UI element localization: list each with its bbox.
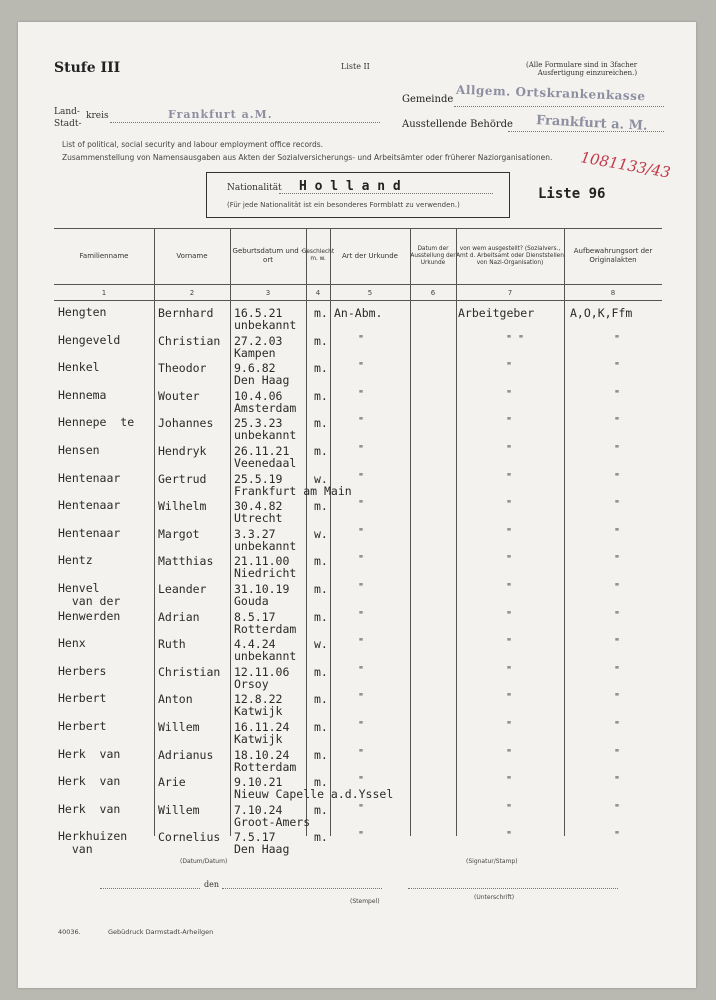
surname-cell: Henx [58, 636, 86, 651]
issuer-cell: " [506, 554, 513, 566]
date-line [222, 888, 382, 889]
nationalitaet-label: Nationalität [227, 183, 282, 193]
birth-date-cell: 4.4.24 [234, 637, 276, 652]
issuer-cell: " [506, 609, 513, 621]
nationalitaet-value: H o l l a n d [299, 179, 401, 194]
birth-date-cell: 25.3.23 [234, 416, 283, 431]
birth-place-cell: unbekannt [234, 538, 297, 553]
first-name-cell: Theodor [158, 361, 207, 376]
document-type-cell: " [358, 802, 365, 814]
signature-caption: (Signatur/Stamp) [466, 858, 518, 865]
birth-place-cell: Nieuw Capelle a.d.Yssel [234, 787, 394, 802]
birth-date-cell: 9.6.82 [234, 361, 276, 376]
first-name-cell: Arie [158, 775, 186, 790]
surname-cell: Hentenaar [58, 470, 121, 485]
issuer-cell: " [506, 444, 513, 455]
storage-location-cell: " [614, 361, 621, 373]
stufe-label: Stufe III [54, 60, 121, 76]
col-number-6: 6 [430, 289, 436, 297]
table-header-divider [54, 284, 662, 285]
document-type-cell: " [358, 664, 365, 676]
storage-location-cell: " [614, 444, 621, 455]
gemeinde-label: Gemeinde [402, 94, 454, 105]
nationalitaet-note: (Für jede Nationalität ist ein besonderes Formblatt zu verwenden.) [227, 201, 460, 209]
birth-place-cell: Rotterdam [234, 621, 297, 636]
header-familienname: Familienname [79, 251, 129, 260]
first-name-cell: Leander [158, 582, 207, 596]
first-name-cell: Willem [158, 720, 200, 734]
unterschrift-caption: (Unterschrift) [474, 894, 515, 901]
surname-cell: Herbers [58, 663, 107, 678]
document-type-cell: " [358, 388, 365, 400]
form-sheet [18, 22, 696, 988]
birth-date-cell: 7.5.17 [234, 830, 276, 845]
first-name-cell: Gertrud [158, 471, 207, 486]
issuer-cell: " [506, 747, 513, 759]
first-name-cell: Anton [158, 692, 193, 707]
birth-place-cell: Veenedaal [234, 456, 297, 470]
storage-location-cell: " [614, 333, 621, 345]
surname-cell: Herk van [58, 746, 121, 761]
surname-cell: Hennema [58, 387, 107, 402]
document-type-cell: " [358, 361, 365, 373]
storage-location-cell: " [614, 416, 621, 428]
issuer-cell: " [506, 471, 513, 483]
first-name-cell: Ruth [158, 637, 186, 652]
date-caption: (Datum/Datum) [180, 858, 228, 865]
surname-cell: Herkhuizen van [58, 829, 128, 857]
col-number-7: 7 [507, 289, 513, 297]
liste-number: Liste 96 [538, 186, 606, 202]
printer-imprint: Gebüdruck Darmstadt-Arheilgen [108, 928, 214, 936]
gemeinde-underline [454, 106, 664, 107]
first-name-cell: Christian [158, 664, 221, 679]
surname-cell: Herbert [58, 691, 107, 706]
header-datum-ausstellung: Datum der Ausstellung der Urkunde [410, 245, 456, 266]
sex-cell: m. [314, 333, 328, 348]
document-type-cell: " [358, 416, 365, 428]
birth-date-cell: 31.10.19 [234, 582, 290, 596]
birth-date-cell: 8.5.17 [234, 609, 276, 624]
col-divider-7 [564, 228, 565, 836]
document-type-cell: " [358, 747, 365, 759]
sex-cell: m. [314, 499, 328, 514]
sex-cell: m. [314, 306, 328, 320]
intro-line2: Zusammenstellung von Namensausgaben aus Akten der Sozialversicherungs- und Arbeitsämter oder früherer Naziorganisationen. [62, 153, 553, 162]
col-number-5: 5 [367, 289, 373, 297]
birth-date-cell: 16.11.24 [234, 720, 290, 734]
first-name-cell: Willem [158, 802, 200, 817]
issuer-cell: " [506, 582, 513, 593]
birth-place-cell: unbekannt [234, 649, 297, 664]
document-type-cell: " [358, 830, 365, 842]
storage-location-cell: " [614, 747, 621, 759]
issuer-cell: " [506, 388, 513, 400]
col-number-2: 2 [189, 289, 195, 297]
first-name-cell: Bernhard [158, 306, 214, 320]
document-type-cell: " [358, 526, 365, 538]
birth-place-cell: Orsoy [234, 676, 269, 691]
stempel-caption: (Stempel) [350, 898, 380, 905]
submission-note-line1: (Alle Formulare sind in 3facher [526, 61, 638, 69]
first-name-cell: Cornelius [158, 830, 221, 845]
birth-place-cell: Den Haag [234, 373, 290, 388]
land-stadt-label [54, 106, 82, 130]
storage-location-cell: " [614, 637, 621, 649]
storage-location-cell: " [614, 664, 621, 676]
col-number-4: 4 [315, 289, 321, 297]
sex-cell: m. [314, 609, 328, 624]
behoerde-label: Ausstellende Behörde [402, 119, 513, 130]
issuer-cell: " [506, 416, 513, 428]
sex-cell: w. [314, 526, 328, 541]
storage-location-cell: " [614, 388, 621, 400]
birth-place-cell: Frankfurt am Main [234, 483, 352, 498]
sex-cell: m. [314, 416, 328, 431]
issuer-cell: " [506, 526, 513, 538]
birth-date-cell: 25.5.19 [234, 471, 283, 486]
birth-place-cell: Amsterdam [234, 400, 297, 415]
sex-cell: m. [314, 361, 328, 376]
surname-cell: Herk van [58, 801, 121, 816]
document-type-cell: " [358, 444, 365, 455]
surname-cell: Hennepe te [58, 415, 135, 430]
storage-location-cell: " [614, 471, 621, 483]
issuer-cell: " [506, 664, 513, 676]
sex-cell: m. [314, 388, 328, 403]
document-type-cell: " [358, 609, 365, 621]
surname-cell: Herbert [58, 719, 107, 733]
document-type-cell: " [358, 692, 365, 704]
handwritten-reference: 1081133/43 [579, 148, 672, 182]
birth-place-cell: Katwijk [234, 732, 283, 746]
document-type-cell: An-Abm. [334, 306, 383, 320]
place-line [100, 888, 200, 889]
col-divider-5 [410, 228, 411, 836]
storage-location-cell: A,O,K,Ffm [570, 306, 633, 320]
storage-location-cell: " [614, 554, 621, 566]
birth-place-cell: Den Haag [234, 842, 290, 857]
surname-cell: Hensen [58, 443, 100, 457]
birth-date-cell: 9.10.21 [234, 775, 283, 790]
surname-cell: Henkel [58, 360, 100, 375]
surname-cell: Herk van [58, 774, 121, 789]
behoerde-stamp: Frankfurt a. M. [535, 113, 648, 134]
document-type-cell: " [358, 471, 365, 483]
gemeinde-stamp: Allgem. Ortskrankenkasse [455, 82, 646, 104]
birth-place-cell: Kampen [234, 345, 276, 360]
birth-date-cell: 7.10.24 [234, 802, 283, 817]
sex-cell: m. [314, 720, 328, 734]
surname-cell: Hentenaar [58, 525, 121, 540]
issuer-cell: Arbeitgeber [458, 306, 535, 320]
table-number-divider [54, 300, 662, 301]
document-type-cell: " [358, 637, 365, 649]
issuer-cell: " [506, 720, 513, 731]
sex-cell: w. [314, 471, 328, 486]
sex-cell: w. [314, 637, 328, 652]
liste-heading: Liste II [341, 62, 370, 71]
stadt-label: Stadt- [54, 119, 82, 129]
first-name-cell: Matthias [158, 554, 214, 569]
submission-note-line2: Ausfertigung einzureichen.) [537, 69, 638, 77]
issuer-cell: " [506, 775, 513, 787]
sex-cell: m. [314, 775, 328, 790]
birth-place-cell: Niedricht [234, 566, 297, 581]
sex-cell: m. [314, 802, 328, 817]
submission-note [526, 61, 637, 77]
birth-date-cell: 12.11.06 [234, 664, 290, 679]
issuer-cell: " " [506, 333, 525, 345]
first-name-cell: Johannes [158, 416, 214, 431]
document-type-cell: " [358, 554, 365, 566]
issuer-cell: " [506, 499, 513, 511]
first-name-cell: Adrian [158, 609, 200, 624]
header-geschlecht: Geschlecht m. w. [301, 249, 335, 262]
birth-date-cell: 30.4.82 [234, 499, 283, 514]
birth-date-cell: 26.11.21 [234, 444, 290, 458]
col-divider-4 [330, 228, 331, 836]
issuer-cell: " [506, 802, 513, 814]
birth-place-cell: unbekannt [234, 318, 297, 332]
surname-cell: Henvel van der [58, 581, 121, 608]
col-number-3: 3 [265, 289, 271, 297]
birth-place-cell: Utrecht [234, 511, 283, 526]
col-number-8: 8 [610, 289, 616, 297]
birth-date-cell: 12.8.22 [234, 692, 283, 707]
document-type-cell: " [358, 499, 365, 511]
header-von-wem: von wem ausgestellt? (Sozialvers., Amt d. Arbeitsamt oder Dienststellen von Nazi-Organisation) [456, 245, 564, 266]
sex-cell: m. [314, 444, 328, 458]
sex-cell: m. [314, 830, 328, 845]
sex-cell: m. [314, 582, 328, 596]
birth-place-cell: Groot-Amers [234, 814, 311, 829]
storage-location-cell: " [614, 802, 621, 814]
col-divider-3 [306, 228, 307, 836]
print-number: 40036. [58, 928, 81, 936]
kreis-stamp: Frankfurt a.M. [168, 108, 273, 121]
issuer-cell: " [506, 361, 513, 373]
birth-date-cell: 21.11.00 [234, 554, 290, 569]
first-name-cell: Christian [158, 333, 221, 348]
issuer-cell: " [506, 830, 513, 842]
surname-cell: Hentenaar [58, 498, 121, 513]
first-name-cell: Hendryk [158, 444, 207, 458]
header-art-der-urkunde: Art der Urkunde [342, 251, 398, 260]
header-aufbewahrungsort: Aufbewahrungsort der Originalakten [573, 247, 653, 264]
sex-cell: m. [314, 692, 328, 707]
issuer-cell: " [506, 637, 513, 649]
col-divider-2 [230, 228, 231, 836]
birth-date-cell: 3.3.27 [234, 526, 276, 541]
first-name-cell: Wilhelm [158, 499, 207, 514]
document-type-cell: " [358, 333, 365, 345]
document-type-cell: " [358, 775, 365, 787]
land-label: Land- [54, 107, 80, 117]
storage-location-cell: " [614, 720, 621, 731]
records-table [54, 228, 662, 857]
header-geburtsdatum: Geburtsdatum und -ort [232, 247, 304, 264]
sex-cell: m. [314, 664, 328, 679]
kreis-label: kreis [86, 111, 109, 121]
kreis-underline [110, 122, 380, 123]
document-type-cell: " [358, 720, 365, 731]
first-name-cell: Margot [158, 526, 200, 541]
storage-location-cell: " [614, 582, 621, 593]
birth-place-cell: Gouda [234, 594, 269, 608]
sex-cell: m. [314, 747, 328, 762]
birth-date-cell: 16.5.21 [234, 306, 283, 320]
signature-line [408, 888, 618, 889]
surname-cell: Hengten [58, 305, 107, 319]
birth-date-cell: 27.2.03 [234, 333, 283, 348]
storage-location-cell: " [614, 499, 621, 511]
surname-cell: Henwerden [58, 608, 121, 623]
header-vorname: Vorname [176, 251, 208, 260]
surname-cell: Hengeveld [58, 332, 121, 347]
first-name-cell: Wouter [158, 388, 200, 403]
birth-place-cell: Rotterdam [234, 759, 297, 774]
birth-place-cell: unbekannt [234, 428, 297, 443]
storage-location-cell: " [614, 526, 621, 538]
sex-cell: m. [314, 554, 328, 569]
storage-location-cell: " [614, 775, 621, 787]
birth-date-cell: 10.4.06 [234, 388, 283, 403]
col-divider-1 [154, 228, 155, 836]
first-name-cell: Adrianus [158, 747, 214, 762]
birth-place-cell: Katwijk [234, 704, 283, 719]
col-number-1: 1 [101, 289, 107, 297]
intro-line1: List of political, social security and labour employment office records. [62, 140, 324, 149]
nationality-box [206, 172, 510, 218]
col-divider-6 [456, 228, 457, 836]
storage-location-cell: " [614, 830, 621, 842]
storage-location-cell: " [614, 609, 621, 621]
den-label: den [204, 880, 220, 889]
document-type-cell: " [358, 582, 365, 593]
birth-date-cell: 18.10.24 [234, 747, 290, 762]
surname-cell: Hentz [58, 553, 93, 568]
issuer-cell: " [506, 692, 513, 704]
storage-location-cell: " [614, 692, 621, 704]
